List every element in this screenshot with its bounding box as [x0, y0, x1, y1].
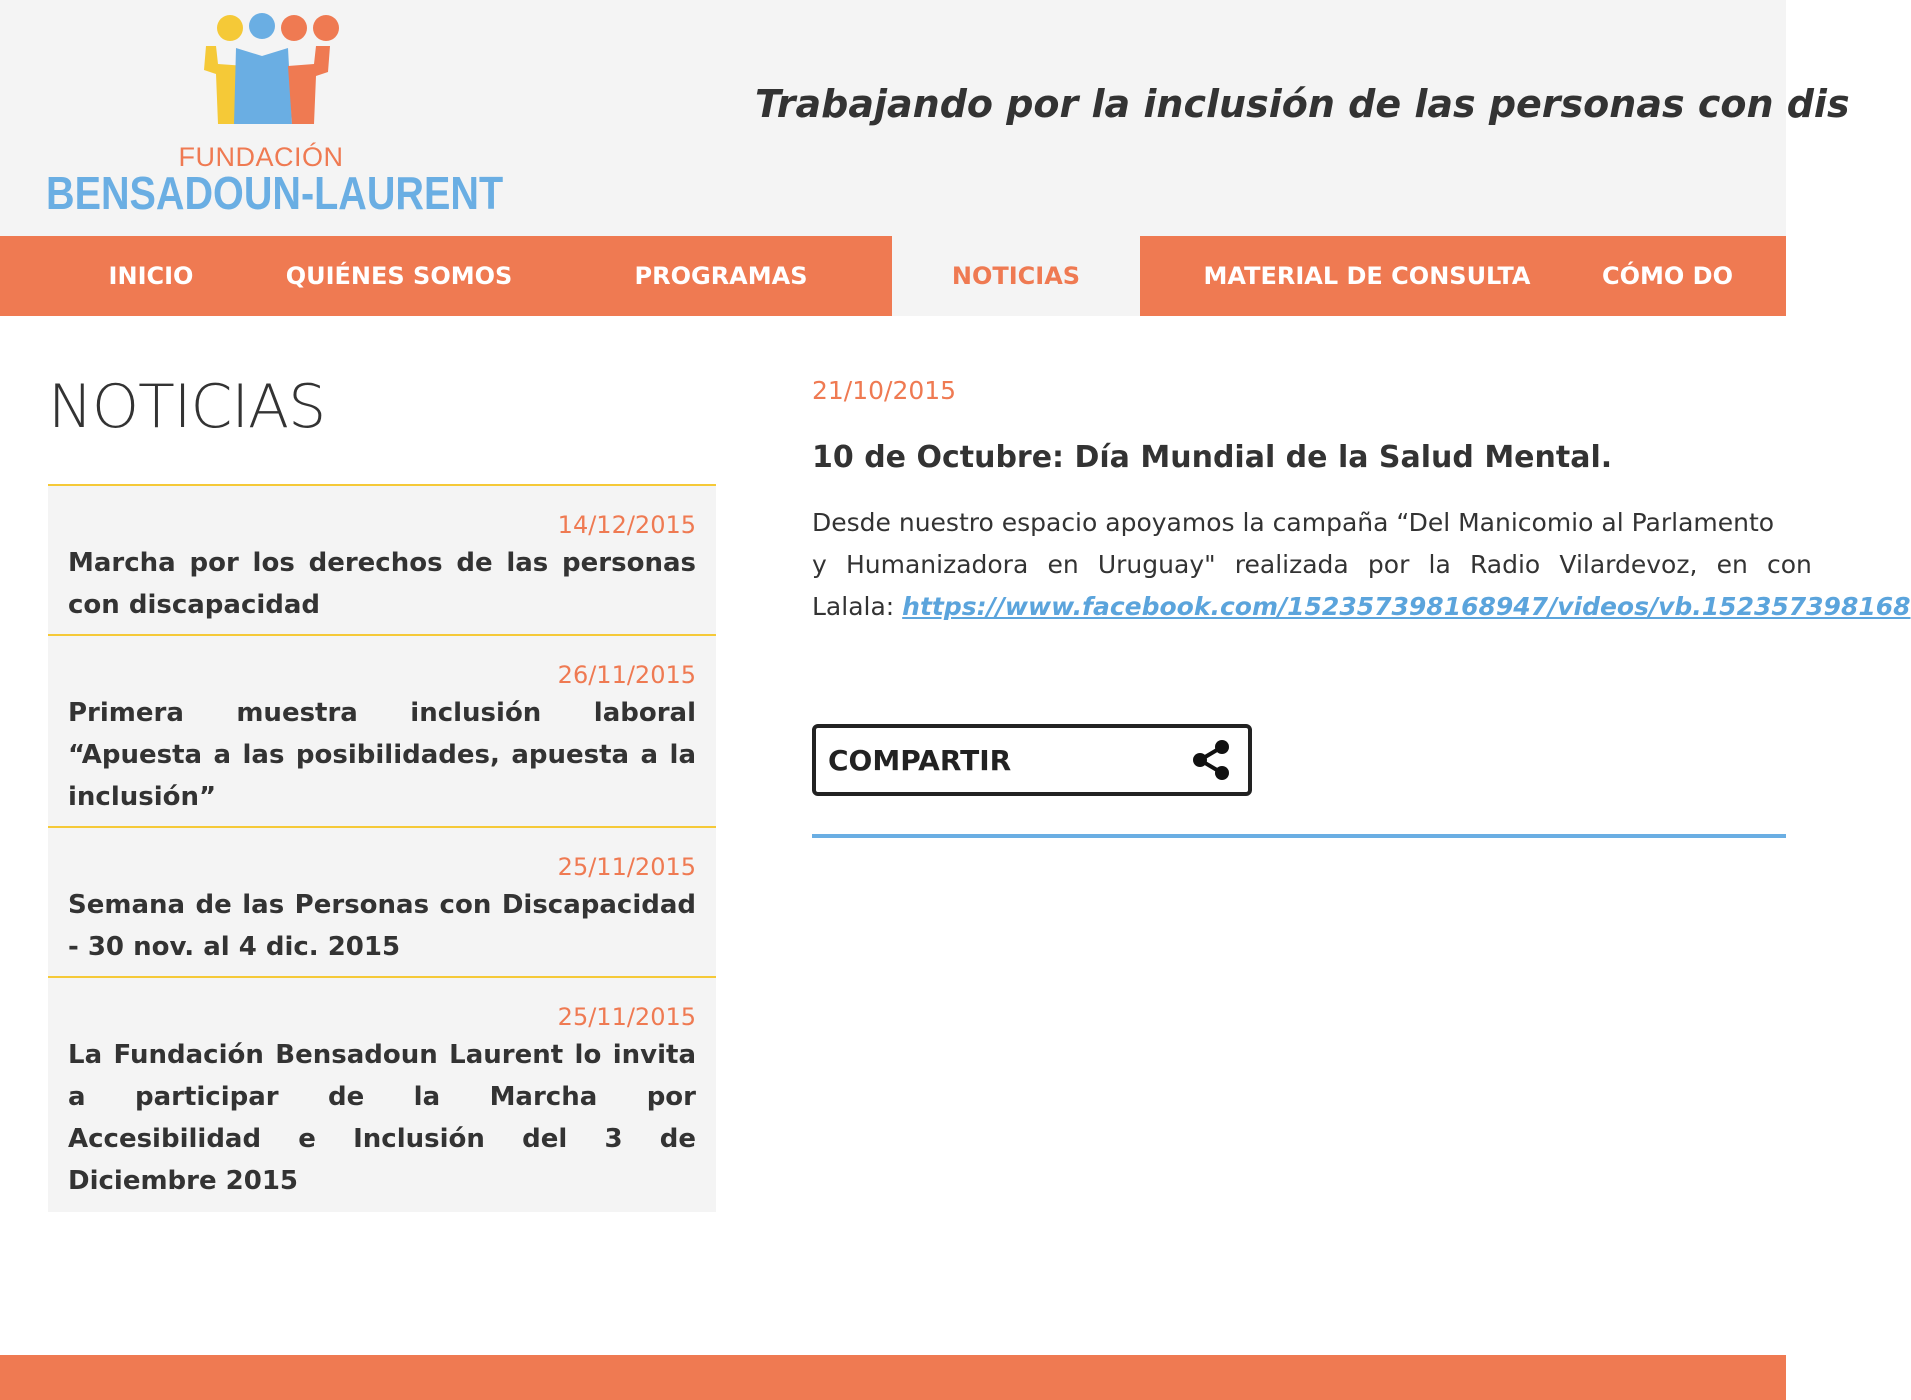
article-date: 21/10/2015: [812, 376, 957, 405]
main-nav: [0, 236, 1786, 316]
logo-name: BENSADOUN-LAURENT: [46, 167, 504, 219]
article-body-word: Vilardevoz,: [1559, 550, 1698, 579]
article: [812, 374, 1911, 628]
article-body: [812, 502, 1911, 628]
site-header: [0, 0, 1850, 236]
article-body-word: y: [812, 550, 827, 579]
article-body-line: [812, 586, 1911, 628]
news-list-item[interactable]: [48, 978, 716, 1212]
nav-item-material-de-consulta[interactable]: MATERIAL DE CONSULTA: [1203, 262, 1531, 290]
nav-item-programas[interactable]: PROGRAMAS: [634, 262, 808, 290]
news-date: 14/12/2015: [557, 511, 696, 539]
site-footer: [0, 1355, 1786, 1400]
news-list-item[interactable]: [48, 636, 716, 828]
site-logo[interactable]: [46, 14, 504, 219]
news-list-item[interactable]: [48, 828, 716, 978]
article-body-word: Uruguay": [1097, 550, 1216, 579]
nav-item-como-donar[interactable]: CÓMO DO: [1602, 262, 1733, 290]
article-body-word: en: [1716, 550, 1748, 579]
article-body-word: con: [1767, 550, 1812, 579]
news-title[interactable]: Semana de las Personas con Discapacidad - 30 nov. al 4 dic. 2015: [68, 890, 696, 962]
nav-item-noticias[interactable]: NOTICIAS: [892, 236, 1140, 316]
article-body-word: Humanizadora: [845, 550, 1029, 579]
article-body-word: realizada: [1234, 550, 1349, 579]
logo-top-text: FUNDACIÓN: [178, 142, 344, 172]
news-title[interactable]: La Fundación Bensadoun Laurent lo invita a participar de la Marcha por Accesibilidad e Inclusión del 3 de Diciembre 2015: [68, 1040, 696, 1196]
article-body-line: Desde nuestro espacio apoyamos la campaña “Del Manicomio al Parlamento: [812, 508, 1775, 537]
article-body-word: Radio: [1469, 550, 1541, 579]
news-list: [48, 484, 716, 1212]
nav-item-inicio[interactable]: INICIO: [108, 262, 194, 290]
news-date: 25/11/2015: [557, 853, 696, 881]
news-list-item[interactable]: [48, 486, 716, 636]
nav-item-quienes-somos[interactable]: QUIÉNES SOMOS: [285, 262, 513, 290]
share-icon: [1188, 737, 1234, 783]
article-body-line: [812, 544, 1812, 586]
share-button-label: COMPARTIR: [828, 743, 1012, 777]
nav-spacer: [0, 236, 54, 316]
page-title: NOTICIAS: [48, 372, 326, 442]
article-title: 10 de Octubre: Día Mundial de la Salud Mental.: [812, 440, 1613, 475]
news-title[interactable]: Marcha por los derechos de las personas con discapacidad: [68, 548, 696, 620]
article-facebook-link[interactable]: https://www.facebook.com/152357398168947/videos/vb.152357398168: [902, 592, 1911, 621]
news-date: 25/11/2015: [557, 1003, 696, 1031]
news-title[interactable]: Primera muestra inclusión laboral “Apuesta a las posibilidades, apuesta a la inclusión”: [68, 698, 696, 812]
site-tagline: Trabajando por la inclusión de las personas con dis: [755, 82, 1850, 126]
article-body-word: la: [1428, 550, 1451, 579]
news-date: 26/11/2015: [557, 661, 696, 689]
logo-figures-icon: [196, 14, 376, 124]
article-body-word: por: [1367, 550, 1410, 579]
article-divider: [812, 834, 1786, 838]
article-body-prefix: Lalala:: [812, 592, 903, 621]
article-body-word: en: [1047, 550, 1079, 579]
share-button[interactable]: [812, 724, 1252, 796]
